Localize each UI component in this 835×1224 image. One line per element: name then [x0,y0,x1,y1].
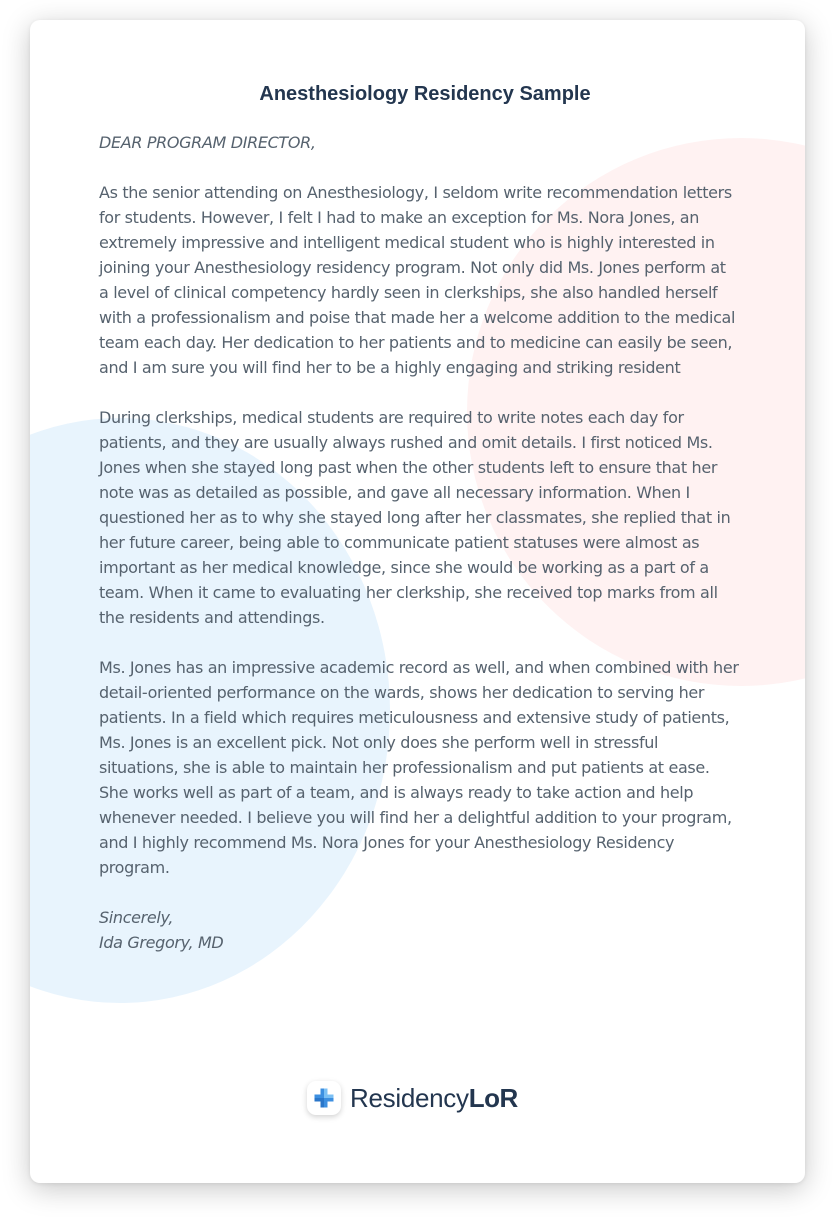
paragraph-1: As the senior attending on Anesthesiology, I seldom write recommendation letters for students. However, I felt I had to make an exception for Ms. Nora Jones, an extremely impressive and intelligent medical student who is highly interested in joining your Anesthesiology residency program. Not only did Ms. Jones perform at a level of clinical competency hardly seen in clerkships, she also handled herself with a professionalism and poise that made her a welcome addition to the medical team each day. Her dedication to her patients and to medicine can easily be seen, and I am sure you will find her to be a highly engaging and striking resident [99,183,736,377]
salutation: DEAR PROGRAM DIRECTOR, [99,133,316,152]
brand-logo [307,1078,518,1118]
letter-body [99,130,739,955]
page-title: Anesthesiology Residency Sample [259,83,591,105]
closing: Sincerely, [99,908,174,927]
paragraph-2: During clerkships, medical students are required to write notes each day for patients, and they are usually always rushed and omit details. I first noticed Ms. Jones when she stayed long past when the other students left to ensure that her note was as detailed as possible, and gave all necessary information. When I questioned her as to why she stayed long after her classmates, she replied that in her future career, being able to communicate patient statuses were almost as important as her medical knowledge, since she would be working as a part of a team. When it came to evaluating her clerkship, she received top marks from all the residents and attendings. [99,408,731,627]
brand-name: Residency [350,1082,469,1113]
medical-cross-icon [307,1081,341,1115]
signature-block [99,905,739,955]
letter-card [30,20,805,1183]
brand-name-bold: LoR [468,1082,518,1113]
paragraph-3: Ms. Jones has an impressive academic record as well, and when combined with her detail-oriented performance on the wards, shows her dedication to serving her patients. In a field which requires meticulousness and extensive study of patients, Ms. Jones is an excellent pick. Not only does she perform well in stressful situations, she is able to maintain her professionalism and put patients at ease. She works well as part of a team, and is always ready to take action and help whenever needed. I believe you will find her a delightful addition to your program, and I highly recommend Ms. Nora Jones for your Anesthesiology Residency program. [99,658,739,877]
signer-name: Ida Gregory, MD [99,933,224,952]
